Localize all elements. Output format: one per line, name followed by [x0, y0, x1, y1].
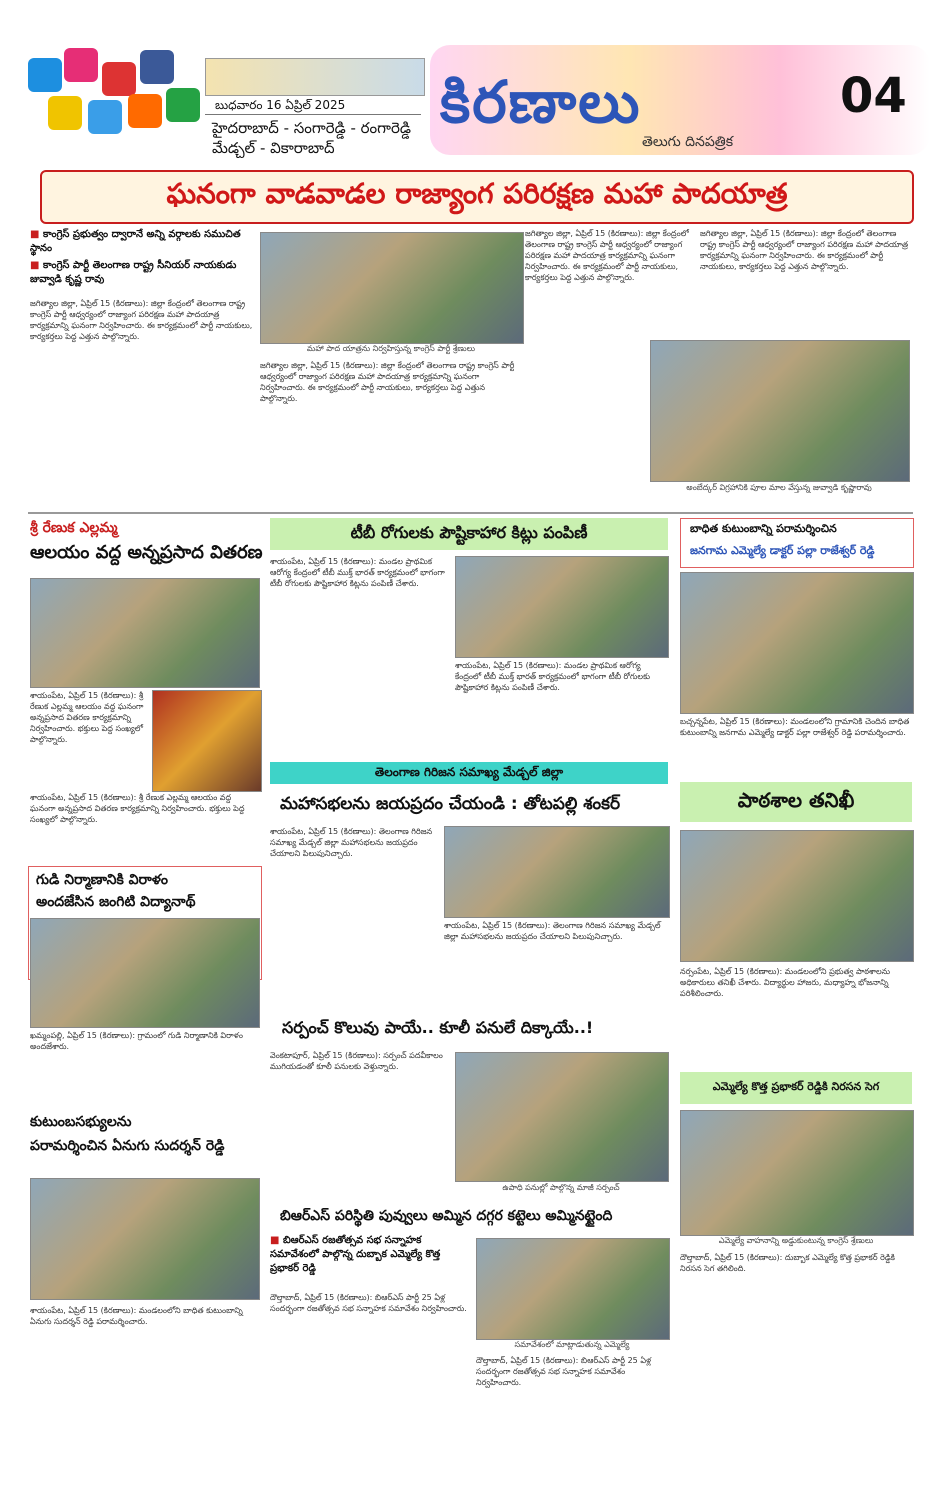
renuka-kicker: శ్రీ రేణుక ఎల్లమ్మ: [30, 520, 118, 536]
main-story-photo-2: [650, 340, 910, 482]
main-headline: ఘనంగా వాడవాడల రాజ్యాంగ పరిరక్షణ మహా పాదయాత్ర: [40, 170, 914, 224]
renuka-photo-deity: [152, 690, 262, 792]
mla-sega-photo: [680, 1110, 914, 1236]
issue-date: బుధవారం 16 ఏప్రిల్ 2025: [215, 98, 346, 112]
mla-sega-body: దౌల్తాబాద్, ఏప్రిల్ 15 (కిరణాలు): దుబ్బాక ఎమ్మెల్యే కొత్త ప్రభాకర్ రెడ్డికి నిరసన సెగ తగిలింది.: [680, 1253, 895, 1273]
renuka-title: ఆలయం వద్ద అన్నప్రసాద వితరణ: [30, 542, 263, 563]
renuka-body-cont: శాయంపేట, ఏప్రిల్ 15 (కిరణాలు): శ్రీ రేణుక ఎల్లమ్మ ఆలయం వద్ద ఘనంగా అన్నప్రసాద వితరణ కార్యక్రమాన్ని నిర్వహించారు. భక్తులు పెద్ద సంఖ్యలో పాల్గొన్నారు.: [30, 793, 245, 824]
main-bullet-2: ■ కాంగ్రెస్ పార్టీ తెలంగాణ రాష్ట్ర సీనియర్ నాయకుడు జువ్వాడి కృష్ణ రావు: [30, 260, 237, 285]
condolence-photo: [30, 1178, 260, 1300]
temple-photo: [30, 918, 260, 1028]
brs-caption: సమావేశంలో మాట్లాడుతున్న ఎమ్మెల్యే: [514, 1340, 630, 1349]
main-story-body-col3: జగిత్యాల జిల్లా, ఏప్రిల్ 15 (కిరణాలు): జిల్లా కేంద్రంలో తెలంగాణ రాష్ట్ర కాంగ్రెస్ పార్టీ ఆధ్వర్యంలో రాజ్యాంగ పరిరక్షణ మహా పాదయాత్ర కార్యక్రమాన్ని ఘనంగా నిర్వహించారు. ఈ కార్యక్రమంలో పార్టీ నాయకులు, కార్యకర్తలు పెద్ద ఎత్తున పాల్గొన్నారు.: [525, 229, 689, 282]
condolence-title-line2: పరామర్శించిన ఏనుగు సుదర్శన్ రెడ్డి: [30, 1138, 225, 1154]
temple-title-line2: అందజేసిన జంగిటి విద్యానాథ్: [36, 894, 196, 910]
sarpanch-caption: ఉపాధి పనుల్లో పాల్గొన్న మాజీ సర్పంచ్: [502, 1183, 620, 1192]
condolence-title-line1: కుటుంబసభ్యులను: [30, 1114, 132, 1130]
brs-bullet-2: సమావేశంలో పాల్గొన్న దుబ్బాక ఎమ్మెల్యే కొత్త ప్రభాకర్ రెడ్డి: [270, 1249, 441, 1274]
tb-body: శాయంపేట, ఏప్రిల్ 15 (కిరణాలు): మండల ప్రాథమిక ఆరోగ్య కేంద్రంలో టీబీ ముక్త్ భారత్ కార్యక్రమంలో భాగంగా టీబీ రోగులకు పౌష్టికాహార కిట్లను పంపిణీ చేశారు.: [270, 557, 445, 588]
tb-body-cont: శాయంపేట, ఏప్రిల్ 15 (కిరణాలు): మండల ప్రాథమిక ఆరోగ్య కేంద్రంలో టీబీ ముక్త్ భారత్ కార్యక్రమంలో భాగంగా టీబీ రోగులకు పౌష్టికాహార కిట్లను పంపిణీ చేశారు.: [455, 661, 651, 692]
renuka-body: శాయంపేట, ఏప్రిల్ 15 (కిరణాలు): శ్రీ రేణుక ఎల్లమ్మ ఆలయం వద్ద ఘనంగా అన్నప్రసాద వితరణ కార్యక్రమాన్ని నిర్వహించారు. భక్తులు పెద్ద సంఖ్యలో పాల్గొన్నారు.: [30, 691, 144, 744]
family-title-line2: జనగామ ఎమ్మెల్యే డాక్టర్ పల్లా రాజేశ్వర్ రెడ్డి: [690, 544, 875, 557]
school-body: నర్సంపేట, ఏప్రిల్ 15 (కిరణాలు): మండలంలోని ప్రభుత్వ పాఠశాలను అధికారులు తనిఖీ చేశారు. విద్యార్థుల హాజరు, మధ్యాహ్న భోజనాన్ని పరిశీలించారు.: [680, 967, 891, 998]
temple-body: ఖమ్మంపల్లి, ఏప్రిల్ 15 (కిరణాలు): గ్రామంలో గుడి నిర్మాణానికి విరాళం అందజేశారు.: [30, 1031, 243, 1051]
main-story-bullets: [30, 228, 258, 290]
sarpanch-title: సర్పంచ్ కొలువు పాయే.. కూలీ పనులే దిక్కాయే..!: [282, 1018, 594, 1037]
section-divider: [28, 512, 913, 514]
school-title: పాఠశాల తనిఖీ: [680, 782, 912, 822]
mla-sega-caption: ఎమ్మెల్యే వాహనాన్ని అడ్డుకుంటున్న కాంగ్రెస్ శ్రేణులు: [718, 1236, 874, 1245]
main-bullet-1: ■ కాంగ్రెస్ ప్రభుత్వం ద్వారానే అన్ని వర్గాలకు సముచిత స్థానం: [30, 229, 241, 254]
mla-sega-title: ఎమ్మెల్యే కొత్త ప్రభాకర్ రెడ్డికి నిరసన సెగ: [680, 1072, 912, 1104]
edition-cities-line2: మేడ్చల్ - వికారాబాద్: [212, 139, 335, 157]
school-photo: [680, 830, 914, 962]
tribal-photo: [444, 826, 670, 918]
brs-bullet-1: ■ బిఆర్ఎస్ రజతోత్సవ సభ సన్నాహక: [270, 1235, 422, 1246]
main-story-body: జగిత్యాల జిల్లా, ఏప్రిల్ 15 (కిరణాలు): జిల్లా కేంద్రంలో తెలంగాణ రాష్ట్ర కాంగ్రెస్ పార్టీ ఆధ్వర్యంలో రాజ్యాంగ పరిరక్షణ మహా పాదయాత్ర కార్యక్రమాన్ని ఘనంగా నిర్వహించారు. ఈ కార్యక్రమంలో పార్టీ నాయకులు, కార్యకర్తలు పెద్ద ఎత్తున పాల్గొన్నారు.: [30, 299, 253, 341]
masthead-subtitle: తెలుగు దినపత్రిక: [642, 134, 734, 150]
tb-title: టీబీ రోగులకు పౌష్టికాహార కిట్లు పంపిణీ: [270, 518, 668, 550]
brs-title: బిఆర్ఎస్ పరిస్థితి పువ్వులు అమ్మిన దగ్గర కట్టెలు అమ్మినట్టైంది: [280, 1208, 613, 1224]
header-divider: [205, 114, 421, 115]
header-city-banner: [205, 58, 425, 96]
condolence-body: శాయంపేట, ఏప్రిల్ 15 (కిరణాలు): మండలంలోని బాధిత కుటుంబాన్ని ఏనుగు సుదర్శన్ రెడ్డి పరామర్శించారు.: [30, 1306, 243, 1326]
family-photo: [680, 572, 914, 714]
tribal-title: మహాసభలను జయప్రదం చేయండి : తోటపల్లి శంకర్: [280, 794, 621, 814]
main-story-body-cont: జగిత్యాల జిల్లా, ఏప్రిల్ 15 (కిరణాలు): జిల్లా కేంద్రంలో తెలంగాణ రాష్ట్ర కాంగ్రెస్ పార్టీ ఆధ్వర్యంలో రాజ్యాంగ పరిరక్షణ మహా పాదయాత్ర కార్యక్రమాన్ని ఘనంగా నిర్వహించారు. ఈ కార్యక్రమంలో పార్టీ నాయకులు, కార్యకర్తలు పెద్ద ఎత్తున పాల్గొన్నారు.: [260, 361, 515, 403]
family-title-line1: బాధిత కుటుంబాన్ని పరామర్శించిన: [690, 522, 837, 535]
tribal-kicker: తెలంగాణ గిరిజన సమాఖ్య మేడ్చల్ జిల్లా: [270, 762, 668, 784]
masthead-title: కిరణాలు: [440, 68, 642, 136]
sarpanch-body: వెంకటాపూర్, ఏప్రిల్ 15 (కిరణాలు): సర్పంచ్ పదవీకాలం ముగియడంతో కూలీ పనులకు వెళ్తున్నారు.: [270, 1051, 443, 1071]
tribal-body-cont: శాయంపేట, ఏప్రిల్ 15 (కిరణాలు): తెలంగాణ గిరిజన సమాఖ్య మేడ్చల్ జిల్లా మహాసభలను జయప్రదం చేయాలని పిలుపునిచ్చారు.: [444, 921, 661, 941]
brs-body: దౌల్తాబాద్, ఏప్రిల్ 15 (కిరణాలు): బిఆర్ఎస్ పార్టీ 25 ఏళ్ల సందర్భంగా రజతోత్సవ సభ సన్నాహక సమావేశం నిర్వహించారు.: [270, 1293, 467, 1313]
brs-body-cont: దౌల్తాబాద్, ఏప్రిల్ 15 (కిరణాలు): బిఆర్ఎస్ పార్టీ 25 ఏళ్ల సందర్భంగా రజతోత్సవ సభ సన్నాహక సమావేశం నిర్వహించారు.: [476, 1356, 652, 1387]
social-icons-graphic: [28, 48, 198, 140]
tb-photo: [455, 556, 669, 658]
temple-title-line1: గుడి నిర్మాణానికి విరాళం: [36, 872, 168, 888]
main-photo-1-caption: మహా పాద యాత్రను నిర్వహిస్తున్న కాంగ్రెస్ పార్టీ శ్రేణులు: [306, 344, 476, 353]
renuka-photo-crowd: [30, 578, 260, 688]
main-story-body-col4: జగిత్యాల జిల్లా, ఏప్రిల్ 15 (కిరణాలు): జిల్లా కేంద్రంలో తెలంగాణ రాష్ట్ర కాంగ్రెస్ పార్టీ ఆధ్వర్యంలో రాజ్యాంగ పరిరక్షణ మహా పాదయాత్ర కార్యక్రమాన్ని ఘనంగా నిర్వహించారు. ఈ కార్యక్రమంలో పార్టీ నాయకులు, కార్యకర్తలు పెద్ద ఎత్తున పాల్గొన్నారు.: [700, 229, 909, 271]
family-body: బచ్చన్నపేట, ఏప్రిల్ 15 (కిరణాలు): మండలంలోని గ్రామానికి చెందిన బాధిత కుటుంబాన్ని జనగామ ఎమ్మెల్యే డాక్టర్ పల్లా రాజేశ్వర్ రెడ్డి పరామర్శించారు.: [680, 717, 910, 737]
main-photo-2-caption: అంబేద్కర్ విగ్రహానికి పూల మాల వేస్తున్న జువ్వాడి కృష్ణారావు: [686, 483, 872, 492]
brs-photo: [476, 1238, 670, 1340]
edition-cities: [212, 118, 411, 158]
main-story-photo-1: [260, 232, 524, 344]
brs-bullets: [270, 1234, 470, 1276]
sarpanch-photo: [455, 1052, 669, 1182]
page-number: 04: [840, 68, 907, 124]
edition-cities-line1: హైదరాబాద్ - సంగారెడ్డి - రంగారెడ్డి: [212, 119, 411, 137]
tribal-body: శాయంపేట, ఏప్రిల్ 15 (కిరణాలు): తెలంగాణ గిరిజన సమాఖ్య మేడ్చల్ జిల్లా మహాసభలను జయప్రదం చేయాలని పిలుపునిచ్చారు.: [270, 827, 433, 858]
